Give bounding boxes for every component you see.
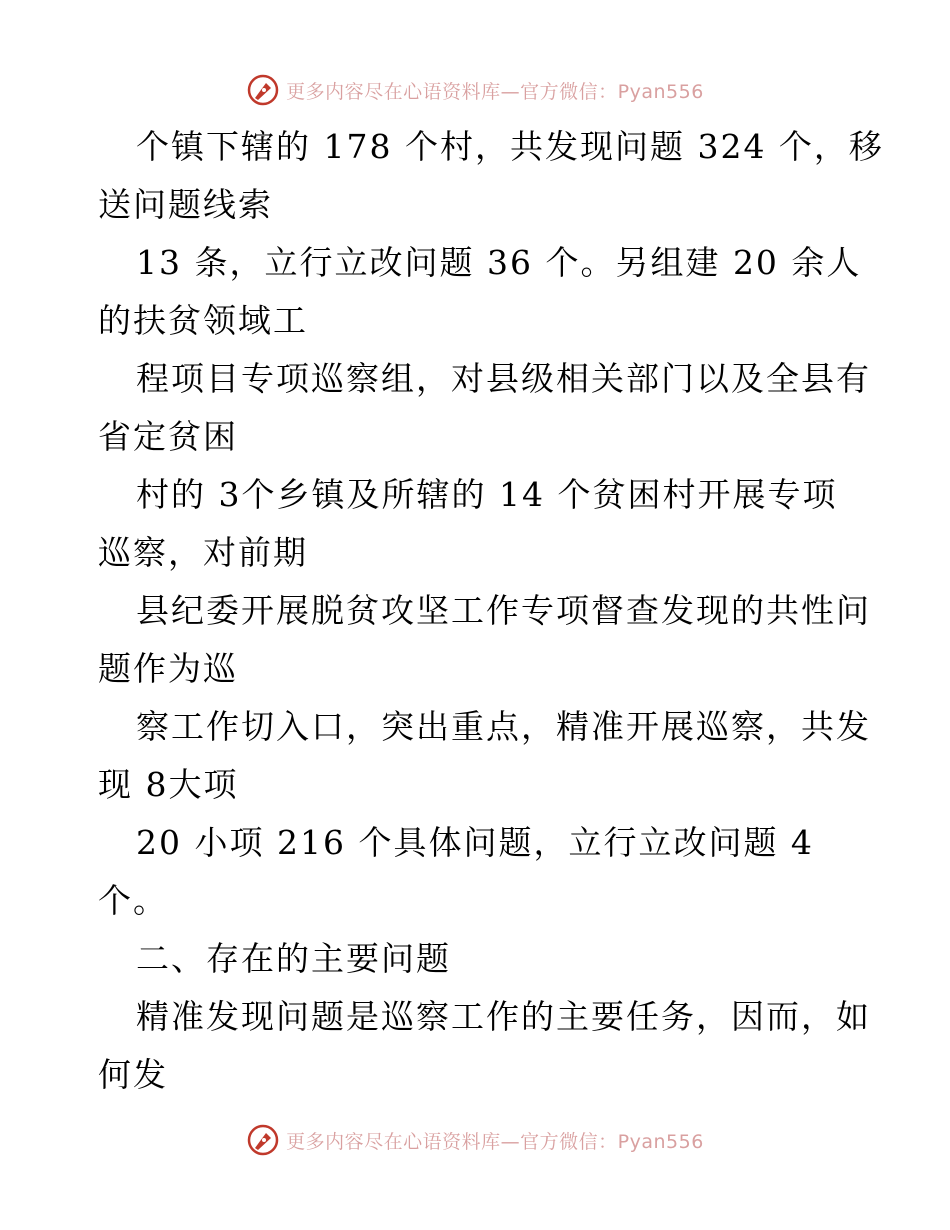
paragraph-line: 个镇下辖的 178 个村，共发现问题 324 个，移 xyxy=(136,127,884,166)
paragraph-line: 13 条，立行立改问题 36 个。另组建 20 余人 xyxy=(136,243,862,282)
paragraph-line: 何发 xyxy=(98,1055,168,1094)
paragraph-line: 题作为巡 xyxy=(98,649,238,688)
section-heading: 二、存在的主要问题 xyxy=(136,939,451,978)
paragraph-line: 程项目专项巡察组，对县级相关部门以及全县有 xyxy=(136,359,871,398)
footer-banner xyxy=(0,1120,950,1160)
paragraph-line: 村的 3个乡镇及所辖的 14 个贫困村开展专项 xyxy=(136,475,838,514)
paragraph-line: 精准发现问题是巡察工作的主要任务，因而，如 xyxy=(136,997,871,1036)
document-body xyxy=(98,118,884,1104)
header-banner-text: 更多内容尽在心语资料库—官方微信：Pyan556 xyxy=(286,80,704,103)
pen-nib-logo-icon xyxy=(246,1123,280,1157)
paragraph-line: 巡察，对前期 xyxy=(98,533,308,572)
footer-banner-text: 更多内容尽在心语资料库—官方微信：Pyan556 xyxy=(286,1130,704,1153)
paragraph-line: 现 8大项 xyxy=(98,765,239,804)
paragraph-line: 20 小项 216 个具体问题，立行立改问题 4 xyxy=(136,823,814,862)
pen-nib-logo-icon xyxy=(246,73,280,107)
paragraph-line: 送问题线索 xyxy=(98,185,273,224)
paragraph-line: 的扶贫领域工 xyxy=(98,301,308,340)
paragraph-line: 察工作切入口，突出重点，精准开展巡察，共发 xyxy=(136,707,871,746)
paragraph-line: 省定贫困 xyxy=(98,417,238,456)
paragraph-line: 个。 xyxy=(98,881,168,920)
header-banner xyxy=(0,70,950,110)
paragraph-line: 县纪委开展脱贫攻坚工作专项督查发现的共性问 xyxy=(136,591,871,630)
